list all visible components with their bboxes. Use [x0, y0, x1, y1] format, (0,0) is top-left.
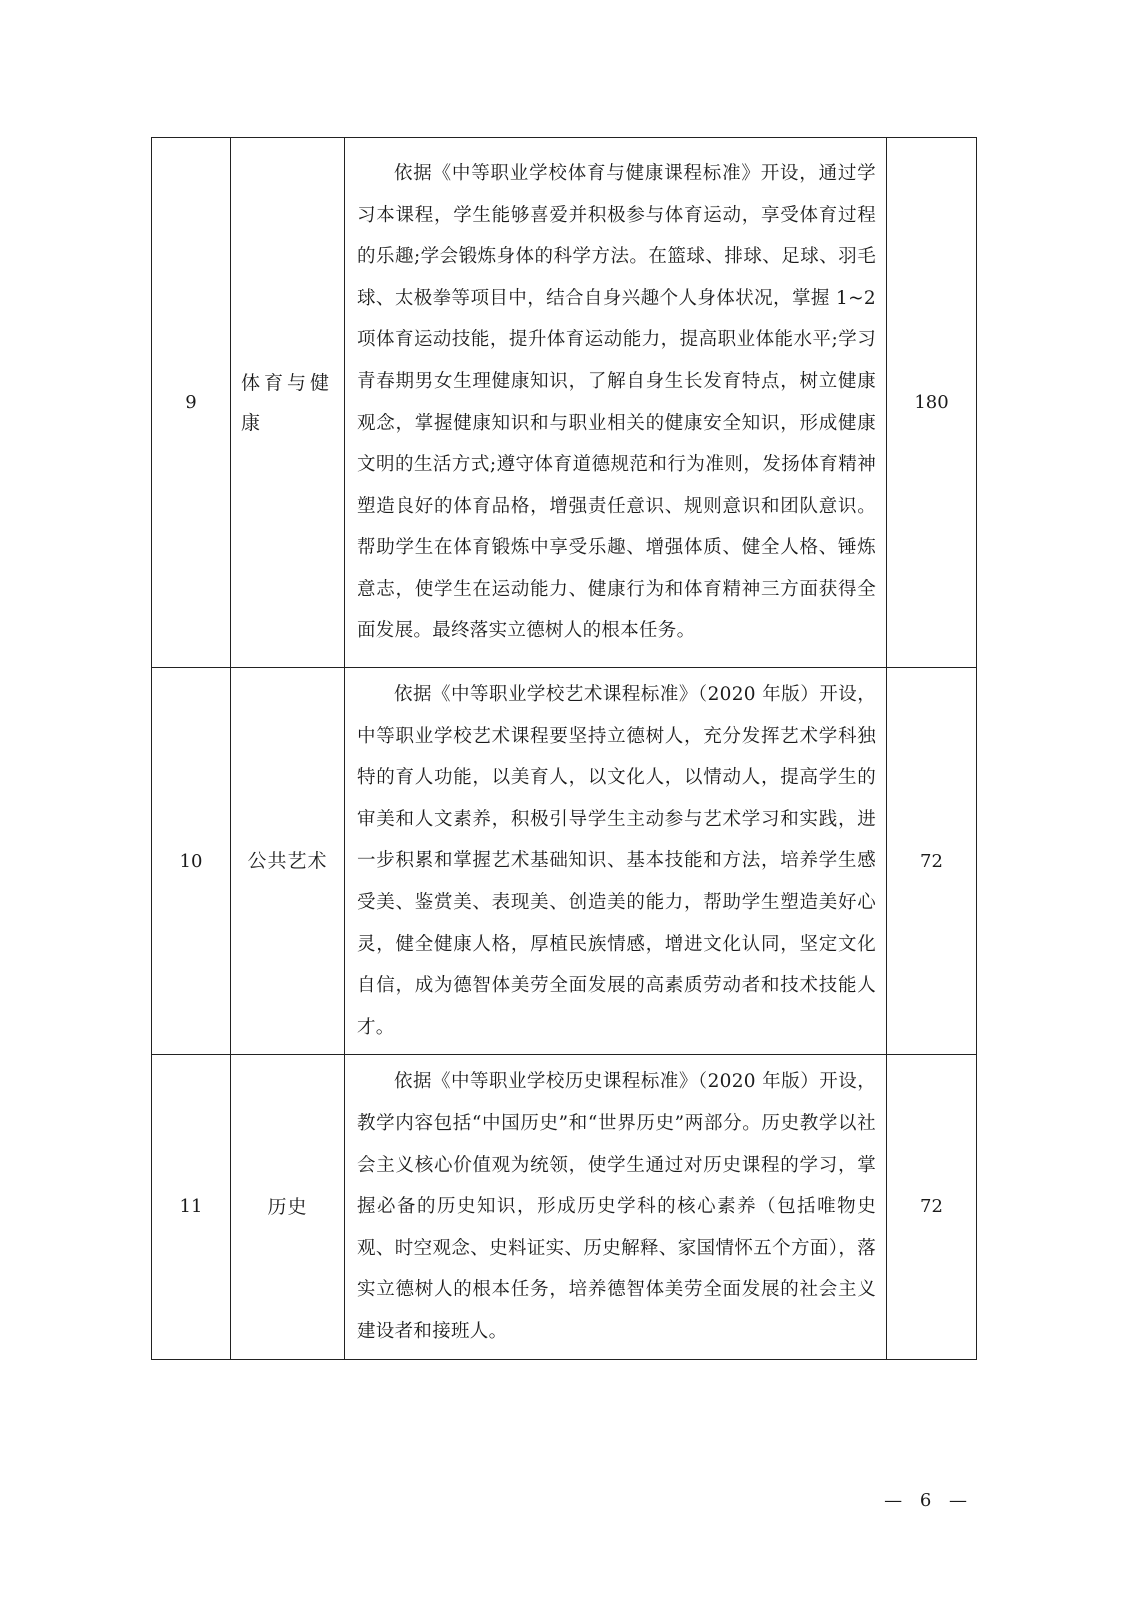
course-hours: 180: [887, 138, 977, 668]
curriculum-table: [151, 137, 977, 1360]
course-name: 体育与健康: [231, 138, 345, 668]
page-number: — 6 —: [884, 1490, 973, 1511]
course-number: 10: [152, 668, 231, 1055]
table-row: [152, 138, 977, 668]
course-number: 11: [152, 1055, 231, 1359]
course-description: 依据《中等职业学校艺术课程标准》（2020 年版）开设，中等职业学校艺术课程要坚持立德树人，充分发挥艺术学科独特的育人功能，以美育人，以文化人，以情动人，提高学生的审美和人文素养，积极引导学生主动参与艺术学习和实践，进一步积累和掌握艺术基础知识、基本技能和方法，培养学生感受美、鉴赏美、表现美、创造美的能力，帮助学生塑造美好心灵，健全健康人格，厚植民族情感，增进文化认同，坚定文化自信，成为德智体美劳全面发展的高素质劳动者和技术技能人才。: [345, 668, 887, 1055]
course-description: 依据《中等职业学校历史课程标准》（2020 年版）开设，教学内容包括“中国历史”和“世界历史”两部分。历史教学以社会主义核心价值观为统领，使学生通过对历史课程的学习，掌握必备的历史知识，形成历史学科的核心素养（包括唯物史观、时空观念、史料证实、历史解释、家国情怀五个方面），落实立德树人的根本任务，培养德智体美劳全面发展的社会主义建设者和接班人。: [345, 1055, 887, 1359]
course-hours: 72: [887, 668, 977, 1055]
course-hours: 72: [887, 1055, 977, 1359]
table-row: [152, 1055, 977, 1359]
course-name: 公共艺术: [231, 668, 345, 1055]
course-description: 依据《中等职业学校体育与健康课程标准》开设，通过学习本课程，学生能够喜爱并积极参与体育运动，享受体育过程的乐趣;学会锻炼身体的科学方法。在篮球、排球、足球、羽毛球、太极拳等项目中，结合自身兴趣个人身体状况，掌握 1~2 项体育运动技能，提升体育运动能力，提高职业体能水平;学习青春期男女生理健康知识，了解自身生长发育特点，树立健康观念，掌握健康知识和与职业相关的健康安全知识，形成健康文明的生活方式;遵守体育道德规范和行为准则，发扬体育精神塑造良好的体育品格，增强责任意识、规则意识和团队意识。帮助学生在体育锻炼中享受乐趣、增强体质、健全人格、锤炼意志，使学生在运动能力、健康行为和体育精神三方面获得全面发展。最终落实立德树人的根本任务。: [345, 138, 887, 668]
table-row: [152, 668, 977, 1055]
course-name: 历史: [231, 1055, 345, 1359]
course-number: 9: [152, 138, 231, 668]
